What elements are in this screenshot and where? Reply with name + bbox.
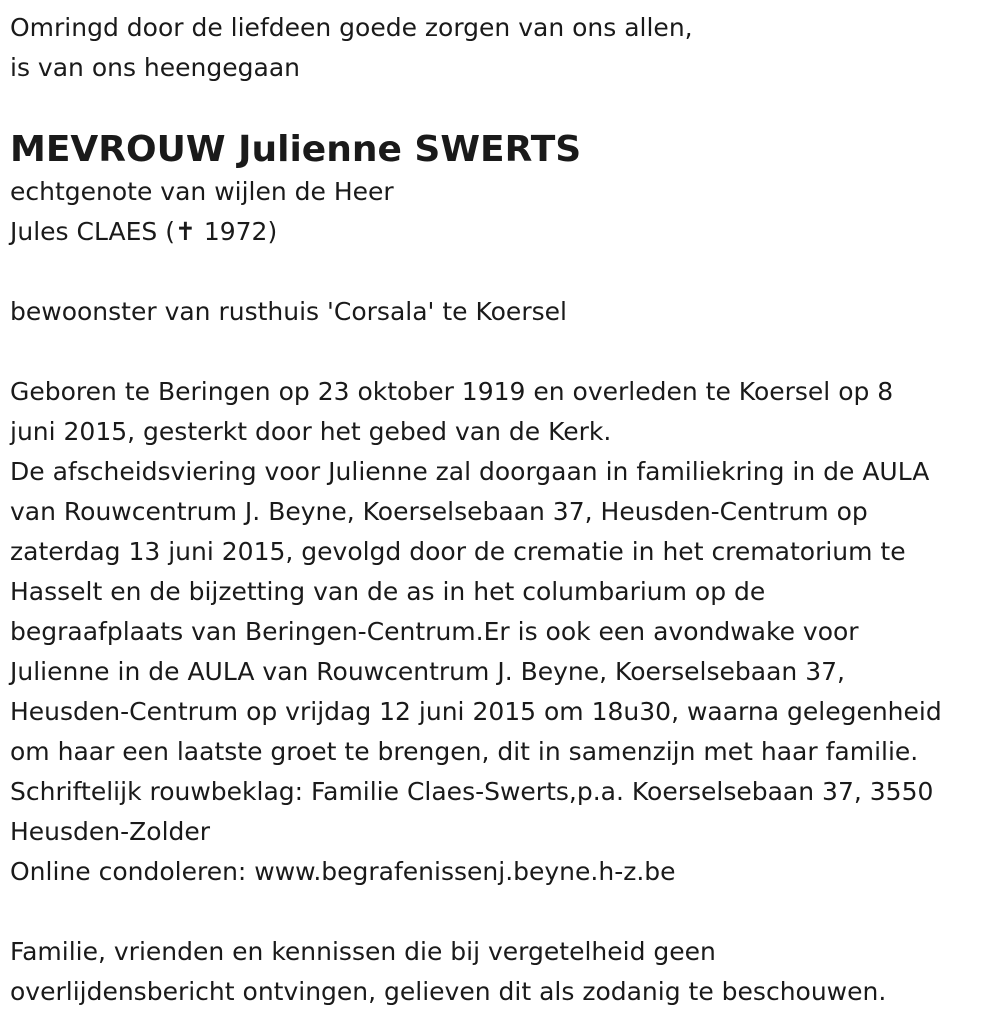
- closing-line-2: overlijdensbericht ontvingen, gelieven dit als zodanig te beschouwen.: [10, 977, 887, 1006]
- details-line: juni 2015, gesterkt door het gebed van de Kerk.: [10, 417, 612, 446]
- details-line: Julienne in de AULA van Rouwcentrum J. Beyne, Koerselsebaan 37,: [10, 657, 845, 686]
- details-line: zaterdag 13 juni 2015, gevolgd door de crematie in het crematorium te: [10, 537, 906, 566]
- details-line: De afscheidsviering voor Julienne zal doorgaan in familiekring in de AULA: [10, 457, 930, 486]
- spouse-line: Jules CLAES (✝ 1972): [10, 217, 278, 246]
- spacer: [10, 88, 995, 128]
- condolence-link-line: Online condoleren: www.begrafenissenj.beyne.h-z.be: [10, 857, 676, 886]
- spacer: [10, 252, 995, 292]
- details-line: Heusden-Centrum op vrijdag 12 juni 2015 om 18u30, waarna gelegenheid: [10, 697, 942, 726]
- spacer: [10, 332, 995, 372]
- details-paragraph: [10, 372, 995, 892]
- relation-line: echtgenote van wijlen de Heer: [10, 177, 394, 206]
- details-line: om haar een laatste groet te brengen, dit in samenzijn met haar familie.: [10, 737, 919, 766]
- obituary-document: [10, 8, 995, 1012]
- closing-line-1: Familie, vrienden en kennissen die bij vergetelheid geen: [10, 937, 716, 966]
- details-line: Schriftelijk rouwbeklag: Familie Claes-Swerts,p.a. Koerselsebaan 37, 3550: [10, 777, 934, 806]
- details-line: Geboren te Beringen op 23 oktober 1919 en overleden te Koersel op 8: [10, 377, 894, 406]
- intro-line-1: Omringd door de liefdeen goede zorgen van ons allen,: [10, 13, 693, 42]
- intro-line-2: is van ons heengegaan: [10, 53, 300, 82]
- spacer: [10, 892, 995, 932]
- deceased-name: MEVROUW Julienne SWERTS: [10, 129, 582, 170]
- details-line: Hasselt en de bijzetting van de as in het columbarium op de: [10, 577, 766, 606]
- details-line: Heusden-Zolder: [10, 817, 211, 846]
- residence-line: bewoonster van rusthuis 'Corsala' te Koersel: [10, 297, 567, 326]
- details-line: begraafplaats van Beringen-Centrum.Er is ook een avondwake voor: [10, 617, 859, 646]
- details-line: van Rouwcentrum J. Beyne, Koerselsebaan 37, Heusden-Centrum op: [10, 497, 868, 526]
